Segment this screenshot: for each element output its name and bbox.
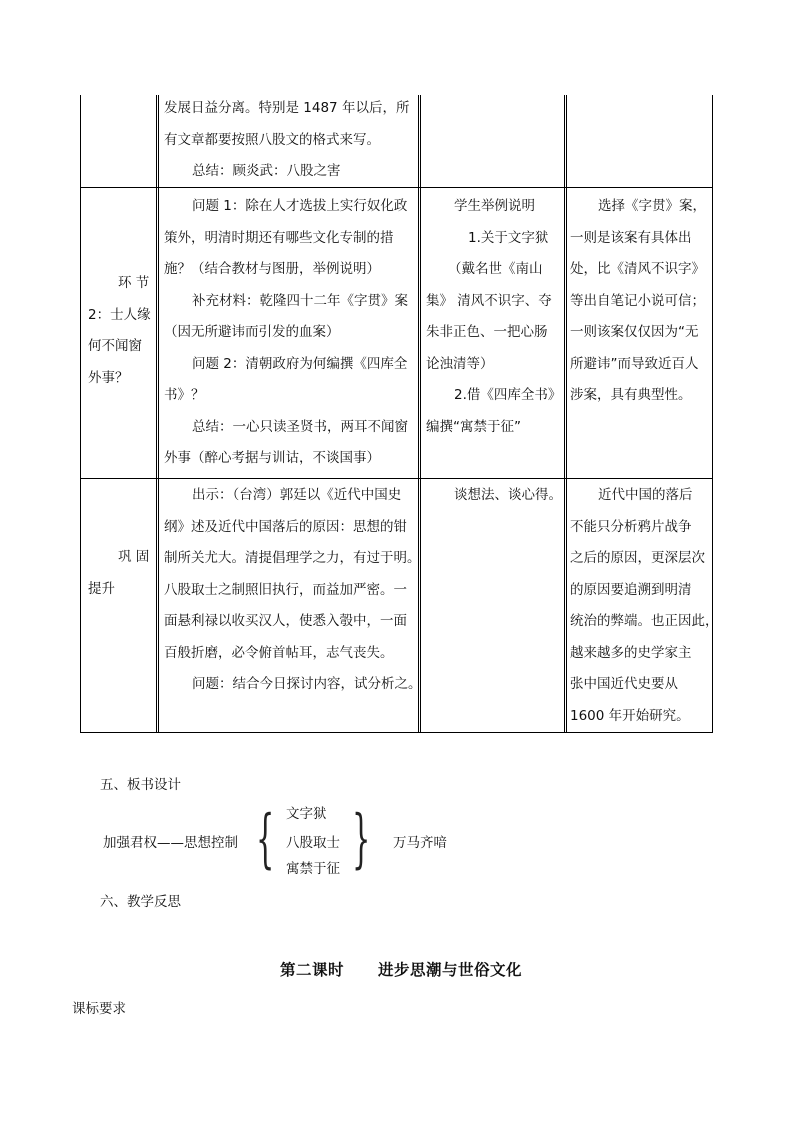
text-line: 总结：一心只读圣贤书，两耳不闻窗 [192, 418, 408, 435]
text-line: 提升 [88, 580, 115, 597]
text-line: 越来越多的史学家主 [570, 644, 692, 661]
text-line: 张中国近代史要从 [570, 676, 678, 692]
row0-content-cell [164, 93, 409, 188]
text-line: 外事？ [88, 369, 129, 386]
board-right-text: 万马齐喑 [393, 835, 447, 851]
text-line: 的原因要追溯到明清 [570, 581, 692, 598]
text-line: 百般折磨，必令俯首帖耳，志气丧失。 [164, 644, 394, 661]
board-left-text: 加强君权——思想控制 [103, 835, 238, 851]
text-line: 问题 2：清朝政府为何编撰《四库全 [192, 355, 408, 372]
lesson-title [280, 958, 556, 980]
row1-design-cell [570, 191, 706, 412]
text-line: （戴名世《南山 [448, 261, 543, 277]
right-brace-icon: } [352, 802, 371, 876]
text-line: 近代中国的落后 [598, 487, 693, 503]
text-line: 所避讳”而导致近百人 [570, 355, 699, 372]
text-line: 涉案，具有典型性。 [570, 387, 692, 403]
text-line: 纲》述及近代中国落后的原因：思想的钳 [164, 518, 407, 535]
text-line: 一则该案仅仅因为“无 [570, 324, 699, 340]
board-design-heading: 五、板书设计 [100, 777, 181, 793]
text-line: 1600 年开始研究。 [570, 707, 690, 724]
text-line: 问题 1：除在人才选拔上实行奴化政 [192, 198, 408, 214]
row1-label-cell [88, 268, 151, 394]
text-line: 补充材料：乾隆四十二年《字贯》案 [192, 292, 408, 309]
lesson-table [80, 95, 719, 733]
text-line: 策外，明清时期还有哪些文化专制的措 [164, 229, 394, 246]
text-line: 环 节 [118, 275, 150, 291]
text-line: 处，比《清风不识字》 [570, 261, 705, 277]
text-line: 施？（结合教材与图册，举例说明） [164, 261, 380, 277]
text-line: 统治的弊端。也正因此， [570, 613, 719, 629]
table-col-divider [564, 95, 565, 733]
curriculum-standards-heading: 课标要求 [72, 1001, 126, 1017]
text-line: 谈想法、谈心得。 [454, 487, 562, 503]
text-line: 不能只分析鸦片战争 [570, 518, 692, 535]
text-line: 发展日益分离。特别是 1487 年以后，所 [164, 100, 410, 116]
text-line: 巩 固 [118, 549, 150, 565]
left-brace-icon: { [256, 802, 275, 876]
text-line: （因无所避讳而引发的血案） [164, 324, 340, 340]
row2-design-cell [570, 480, 719, 732]
text-line: 书》？ [164, 387, 205, 403]
text-line: 朱非正色、一把心肠 [426, 324, 548, 340]
text-line: 八股取士之制照旧执行，而益加严密。一 [164, 581, 407, 598]
row2-content-cell [164, 480, 422, 701]
text-line: 等出自笔记小说可信； [570, 292, 705, 309]
table-col-divider [156, 95, 157, 733]
text-line: 制所关尤大。清提倡理学之力，有过于明。 [164, 550, 421, 566]
text-line: 2：士人缘 [88, 306, 151, 323]
teaching-reflection-heading: 六、教学反思 [100, 894, 181, 910]
table-border-left [80, 95, 81, 733]
text-line: 2.借《四库全书》 [454, 387, 562, 403]
table-border-bottom [80, 732, 713, 733]
text-line: 出示：（台湾）郭廷以《近代中国史 [192, 487, 402, 503]
text-line: 面悬利禄以收买汉人，使悉入彀中，一面 [164, 613, 407, 629]
text-line: 选择《字贯》案， [598, 198, 706, 214]
text-line: 有文章都要按照八股文的格式来写。 [164, 131, 380, 148]
text-line: 学生举例说明 [454, 198, 535, 214]
text-line: 之后的原因，更深层次 [570, 550, 705, 566]
text-line: 编撰“寓禁于征” [426, 418, 521, 435]
text-line: 总结：顾炎武：八股之害 [192, 163, 341, 179]
text-line: 1.关于文字狱 [468, 229, 549, 246]
lesson-number: 第二课时 [280, 961, 345, 979]
text-line: 集》 清风不识字、夺 [426, 292, 552, 309]
row2-label-cell [88, 542, 149, 605]
text-line: 一则是该案有具体出 [570, 229, 692, 246]
text-line: 外事（醉心考据与训诂，不谈国事） [164, 450, 380, 466]
row1-student-cell [426, 191, 561, 443]
table-col-divider [158, 95, 159, 733]
text-line: 问题：结合今日探讨内容，试分析之。 [192, 676, 422, 692]
text-line: 何不闻窗 [88, 338, 142, 354]
lesson-name: 进步思潮与世俗文化 [378, 961, 523, 979]
table-row-divider [80, 478, 713, 479]
board-item: 寓禁于征 [286, 861, 340, 877]
text-line: 论浊清等） [426, 355, 494, 372]
row2-student-cell [426, 480, 562, 512]
board-item: 文字狱 [286, 806, 327, 822]
board-item: 八股取士 [286, 835, 340, 851]
row1-content-cell [164, 191, 408, 475]
table-col-divider [566, 95, 567, 733]
